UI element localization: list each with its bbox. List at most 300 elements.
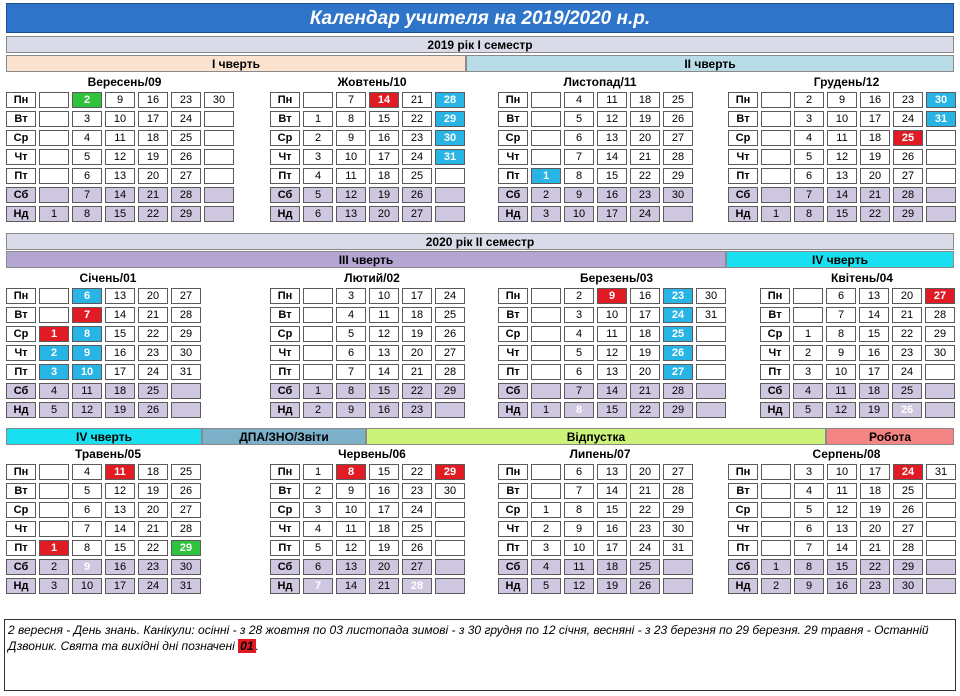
day-cell: 1 xyxy=(531,402,561,418)
day-cell xyxy=(435,168,465,184)
month-grid xyxy=(495,285,729,421)
day-cell xyxy=(696,364,726,380)
day-label: Чт xyxy=(760,345,790,361)
day-cell: 27 xyxy=(663,364,693,380)
day-cell: 13 xyxy=(827,168,857,184)
day-cell: 6 xyxy=(303,206,333,222)
week-row xyxy=(498,521,693,537)
day-cell: 30 xyxy=(926,92,956,108)
day-cell: 21 xyxy=(630,383,660,399)
day-label: Ср xyxy=(6,326,36,342)
day-cell: 2 xyxy=(761,578,791,594)
day-label: Пн xyxy=(498,288,528,304)
day-cell: 21 xyxy=(402,92,432,108)
week-row xyxy=(270,464,465,480)
day-cell: 22 xyxy=(402,383,432,399)
day-cell: 20 xyxy=(630,464,660,480)
quarter3-banner: ІІІ чверть xyxy=(6,251,726,268)
day-label: Сб xyxy=(498,559,528,575)
month-name: Грудень/12 xyxy=(813,75,880,89)
day-cell: 31 xyxy=(926,111,956,127)
day-cell: 24 xyxy=(663,307,693,323)
week-row xyxy=(728,483,956,499)
day-cell: 16 xyxy=(369,483,399,499)
day-label: Пт xyxy=(728,540,758,556)
day-cell: 8 xyxy=(794,206,824,222)
day-cell: 12 xyxy=(105,483,135,499)
day-cell: 8 xyxy=(72,326,102,342)
day-cell xyxy=(303,288,333,304)
day-cell: 4 xyxy=(531,559,561,575)
day-cell: 26 xyxy=(402,187,432,203)
week-row xyxy=(728,149,956,165)
day-cell: 15 xyxy=(827,206,857,222)
day-cell xyxy=(435,206,465,222)
week-row xyxy=(6,540,201,556)
day-cell: 29 xyxy=(663,168,693,184)
day-cell: 22 xyxy=(138,326,168,342)
day-cell xyxy=(696,326,726,342)
day-cell: 31 xyxy=(696,307,726,323)
day-label: Ср xyxy=(728,130,758,146)
week-row xyxy=(270,345,465,361)
day-label: Вт xyxy=(6,307,36,323)
week-row xyxy=(6,521,201,537)
day-cell: 20 xyxy=(630,364,660,380)
day-cell: 25 xyxy=(663,326,693,342)
day-cell: 17 xyxy=(369,502,399,518)
day-cell: 28 xyxy=(925,307,955,323)
day-cell: 13 xyxy=(859,288,889,304)
day-cell: 7 xyxy=(564,149,594,165)
day-label: Пн xyxy=(728,464,758,480)
day-cell xyxy=(204,187,234,203)
day-cell: 5 xyxy=(39,402,69,418)
day-label: Вт xyxy=(728,483,758,499)
day-cell: 9 xyxy=(72,559,102,575)
day-cell: 13 xyxy=(597,464,627,480)
day-cell: 28 xyxy=(663,483,693,499)
day-cell: 9 xyxy=(336,402,366,418)
work-banner: Робота xyxy=(826,428,954,445)
day-cell: 22 xyxy=(892,326,922,342)
day-cell xyxy=(39,307,69,323)
vacation-banner: Відпустка xyxy=(366,428,826,445)
day-cell: 25 xyxy=(171,464,201,480)
week-row xyxy=(728,130,956,146)
day-cell: 28 xyxy=(171,521,201,537)
day-cell: 17 xyxy=(597,206,627,222)
month-name: Листопад/11 xyxy=(563,75,637,89)
week-row xyxy=(760,402,955,418)
month-grid xyxy=(725,461,959,597)
day-cell: 3 xyxy=(564,307,594,323)
day-cell: 15 xyxy=(105,540,135,556)
day-cell xyxy=(761,540,791,556)
day-label: Пн xyxy=(498,92,528,108)
day-cell xyxy=(39,111,69,127)
week-row xyxy=(728,187,956,203)
day-cell: 31 xyxy=(435,149,465,165)
day-cell: 16 xyxy=(860,92,890,108)
day-cell: 9 xyxy=(336,130,366,146)
day-label: Сб xyxy=(760,383,790,399)
day-cell: 18 xyxy=(105,383,135,399)
day-cell xyxy=(531,111,561,127)
month-name: Червень/06 xyxy=(338,447,406,461)
day-cell: 26 xyxy=(893,149,923,165)
day-cell: 13 xyxy=(597,130,627,146)
day-cell: 10 xyxy=(826,364,856,380)
day-cell: 14 xyxy=(105,307,135,323)
day-cell: 22 xyxy=(138,540,168,556)
day-cell: 4 xyxy=(564,326,594,342)
day-label: Пт xyxy=(498,540,528,556)
day-cell: 14 xyxy=(827,187,857,203)
day-cell xyxy=(435,402,465,418)
day-cell: 13 xyxy=(105,288,135,304)
day-cell: 26 xyxy=(402,540,432,556)
day-cell xyxy=(696,402,726,418)
week-row xyxy=(6,168,234,184)
day-label: Пн xyxy=(6,464,36,480)
day-cell xyxy=(171,402,201,418)
day-cell: 20 xyxy=(369,559,399,575)
day-cell: 4 xyxy=(72,464,102,480)
day-cell: 8 xyxy=(564,402,594,418)
day-label: Сб xyxy=(6,383,36,399)
day-cell: 10 xyxy=(564,206,594,222)
day-cell: 4 xyxy=(793,383,823,399)
week-row xyxy=(728,559,956,575)
day-cell: 24 xyxy=(892,364,922,380)
day-cell: 28 xyxy=(402,578,432,594)
day-cell: 26 xyxy=(171,149,201,165)
week-row xyxy=(270,187,465,203)
day-label: Нд xyxy=(6,402,36,418)
day-cell: 20 xyxy=(860,168,890,184)
day-cell: 7 xyxy=(564,383,594,399)
day-label: Ср xyxy=(498,502,528,518)
day-cell: 17 xyxy=(105,578,135,594)
day-cell: 2 xyxy=(303,402,333,418)
day-cell: 21 xyxy=(860,540,890,556)
day-cell: 21 xyxy=(138,521,168,537)
day-cell: 24 xyxy=(893,464,923,480)
day-cell xyxy=(926,168,956,184)
week-row xyxy=(760,345,955,361)
day-cell: 26 xyxy=(171,483,201,499)
day-cell: 10 xyxy=(336,149,366,165)
day-label: Нд xyxy=(498,206,528,222)
day-cell: 9 xyxy=(597,288,627,304)
day-label: Сб xyxy=(6,559,36,575)
day-cell: 11 xyxy=(369,307,399,323)
week-row xyxy=(498,559,693,575)
day-label: Нд xyxy=(270,402,300,418)
day-cell: 13 xyxy=(369,345,399,361)
day-cell: 1 xyxy=(39,326,69,342)
day-cell: 9 xyxy=(72,345,102,361)
day-cell: 5 xyxy=(564,345,594,361)
day-label: Пт xyxy=(6,364,36,380)
day-cell xyxy=(761,464,791,480)
day-cell xyxy=(39,502,69,518)
day-cell: 10 xyxy=(72,364,102,380)
day-cell: 7 xyxy=(72,187,102,203)
day-cell: 24 xyxy=(435,288,465,304)
day-label: Пт xyxy=(6,168,36,184)
day-cell: 9 xyxy=(794,578,824,594)
day-cell: 9 xyxy=(564,521,594,537)
day-cell: 12 xyxy=(105,149,135,165)
day-cell: 10 xyxy=(564,540,594,556)
calendar-title: Календар учителя на 2019/2020 н.р. xyxy=(6,3,954,33)
day-cell: 29 xyxy=(171,540,201,556)
day-cell xyxy=(435,187,465,203)
day-cell: 10 xyxy=(369,288,399,304)
week-row xyxy=(760,364,955,380)
day-cell: 24 xyxy=(171,111,201,127)
day-cell: 29 xyxy=(663,502,693,518)
week-row xyxy=(498,92,693,108)
day-label: Вт xyxy=(498,483,528,499)
day-cell: 5 xyxy=(794,149,824,165)
day-cell: 23 xyxy=(892,345,922,361)
day-cell xyxy=(926,187,956,203)
day-cell: 23 xyxy=(860,578,890,594)
day-cell: 15 xyxy=(597,168,627,184)
day-cell: 30 xyxy=(925,345,955,361)
day-cell: 30 xyxy=(204,92,234,108)
day-cell: 18 xyxy=(369,521,399,537)
day-cell: 10 xyxy=(105,111,135,127)
day-cell: 24 xyxy=(402,502,432,518)
day-cell xyxy=(761,111,791,127)
day-cell: 2 xyxy=(793,345,823,361)
week-row xyxy=(6,92,234,108)
day-cell: 25 xyxy=(630,559,660,575)
day-label: Сб xyxy=(498,187,528,203)
day-cell xyxy=(303,92,333,108)
day-cell: 5 xyxy=(531,578,561,594)
week-row xyxy=(270,149,465,165)
day-label: Чт xyxy=(498,345,528,361)
day-cell: 27 xyxy=(171,502,201,518)
week-row xyxy=(498,111,693,127)
day-cell: 20 xyxy=(892,288,922,304)
day-label: Сб xyxy=(498,383,528,399)
day-cell: 26 xyxy=(663,345,693,361)
day-cell xyxy=(435,521,465,537)
day-cell: 10 xyxy=(72,578,102,594)
day-label: Вт xyxy=(498,307,528,323)
day-cell: 24 xyxy=(630,540,660,556)
day-cell: 2 xyxy=(794,92,824,108)
day-cell: 27 xyxy=(893,168,923,184)
day-cell xyxy=(926,502,956,518)
day-cell: 24 xyxy=(402,149,432,165)
day-cell: 15 xyxy=(859,326,889,342)
week-row xyxy=(270,521,465,537)
day-label: Пт xyxy=(270,364,300,380)
day-cell: 12 xyxy=(827,502,857,518)
day-cell: 3 xyxy=(303,149,333,165)
day-cell: 7 xyxy=(336,364,366,380)
day-cell: 23 xyxy=(402,483,432,499)
day-label: Нд xyxy=(6,578,36,594)
day-cell xyxy=(926,206,956,222)
day-cell: 17 xyxy=(138,111,168,127)
day-label: Нд xyxy=(498,402,528,418)
day-cell: 28 xyxy=(663,383,693,399)
day-cell xyxy=(926,483,956,499)
day-cell: 21 xyxy=(369,578,399,594)
day-cell: 3 xyxy=(793,364,823,380)
week-row xyxy=(270,540,465,556)
day-cell xyxy=(925,383,955,399)
day-cell: 22 xyxy=(630,502,660,518)
day-cell: 15 xyxy=(369,464,399,480)
day-cell: 29 xyxy=(893,559,923,575)
day-cell: 9 xyxy=(826,345,856,361)
day-cell: 16 xyxy=(827,578,857,594)
day-label: Ср xyxy=(270,502,300,518)
week-row xyxy=(6,288,201,304)
day-cell: 23 xyxy=(630,521,660,537)
day-cell: 15 xyxy=(369,111,399,127)
day-cell: 27 xyxy=(171,168,201,184)
day-cell: 3 xyxy=(39,578,69,594)
day-label: Пн xyxy=(270,288,300,304)
day-cell: 30 xyxy=(171,345,201,361)
day-cell: 1 xyxy=(39,540,69,556)
day-cell: 5 xyxy=(794,502,824,518)
day-cell: 30 xyxy=(696,288,726,304)
day-cell: 1 xyxy=(303,464,333,480)
day-label: Чт xyxy=(270,345,300,361)
day-cell: 15 xyxy=(597,502,627,518)
day-label: Сб xyxy=(6,187,36,203)
month-name: Травень/05 xyxy=(74,447,142,461)
day-label: Пн xyxy=(270,92,300,108)
month-name: Січень/01 xyxy=(79,271,137,285)
day-cell: 23 xyxy=(138,345,168,361)
quarter1-banner: І чверть xyxy=(6,55,466,72)
day-cell xyxy=(663,578,693,594)
day-cell: 12 xyxy=(826,402,856,418)
day-cell: 16 xyxy=(369,130,399,146)
day-cell: 4 xyxy=(564,92,594,108)
day-cell: 9 xyxy=(564,187,594,203)
day-cell: 16 xyxy=(630,288,660,304)
day-cell: 9 xyxy=(336,483,366,499)
week-row xyxy=(498,383,726,399)
day-label: Нд xyxy=(270,578,300,594)
day-cell: 14 xyxy=(597,483,627,499)
week-row xyxy=(6,383,201,399)
day-cell: 3 xyxy=(794,464,824,480)
day-cell: 8 xyxy=(564,502,594,518)
day-cell xyxy=(39,187,69,203)
month-grid xyxy=(267,461,468,597)
day-cell: 18 xyxy=(630,92,660,108)
week-row xyxy=(728,540,956,556)
day-cell: 24 xyxy=(138,578,168,594)
day-cell: 30 xyxy=(435,130,465,146)
day-label: Сб xyxy=(270,187,300,203)
day-cell: 17 xyxy=(860,111,890,127)
day-cell: 18 xyxy=(860,130,890,146)
day-cell xyxy=(531,149,561,165)
month-grid xyxy=(495,461,696,597)
day-cell xyxy=(204,206,234,222)
day-cell: 19 xyxy=(105,402,135,418)
day-cell: 27 xyxy=(925,288,955,304)
day-cell: 3 xyxy=(303,502,333,518)
month-name: Квітень/04 xyxy=(831,271,893,285)
day-cell: 4 xyxy=(39,383,69,399)
day-label: Чт xyxy=(728,149,758,165)
week-row xyxy=(6,130,234,146)
day-cell xyxy=(531,130,561,146)
day-cell: 11 xyxy=(105,130,135,146)
day-cell: 17 xyxy=(105,364,135,380)
day-cell: 14 xyxy=(597,383,627,399)
day-cell: 17 xyxy=(859,364,889,380)
week-row xyxy=(728,502,956,518)
day-cell: 19 xyxy=(597,578,627,594)
day-cell: 2 xyxy=(303,483,333,499)
day-cell: 8 xyxy=(72,206,102,222)
day-cell: 3 xyxy=(531,206,561,222)
day-cell: 13 xyxy=(827,521,857,537)
day-cell: 1 xyxy=(303,111,333,127)
day-cell: 25 xyxy=(893,130,923,146)
day-cell: 21 xyxy=(630,483,660,499)
day-cell: 13 xyxy=(336,206,366,222)
day-cell: 28 xyxy=(893,187,923,203)
day-cell: 29 xyxy=(893,206,923,222)
day-cell xyxy=(926,559,956,575)
day-label: Ср xyxy=(6,502,36,518)
day-cell: 26 xyxy=(892,402,922,418)
day-cell: 29 xyxy=(435,464,465,480)
day-cell: 4 xyxy=(794,483,824,499)
day-label: Вт xyxy=(6,483,36,499)
day-cell: 6 xyxy=(303,559,333,575)
day-cell: 29 xyxy=(171,206,201,222)
day-cell: 14 xyxy=(105,521,135,537)
day-cell: 24 xyxy=(893,111,923,127)
day-cell: 1 xyxy=(303,383,333,399)
day-cell: 21 xyxy=(860,187,890,203)
day-cell: 10 xyxy=(827,464,857,480)
week-row xyxy=(760,288,955,304)
month-grid xyxy=(267,285,468,421)
day-label: Нд xyxy=(760,402,790,418)
day-cell: 1 xyxy=(39,206,69,222)
day-cell: 9 xyxy=(827,92,857,108)
day-label: Нд xyxy=(498,578,528,594)
day-cell: 3 xyxy=(72,111,102,127)
day-label: Пн xyxy=(6,92,36,108)
semester2-banner: 2020 рік ІІ семестр xyxy=(6,233,954,250)
day-cell: 25 xyxy=(402,521,432,537)
day-cell xyxy=(39,288,69,304)
day-cell: 17 xyxy=(597,540,627,556)
day-cell: 23 xyxy=(663,288,693,304)
